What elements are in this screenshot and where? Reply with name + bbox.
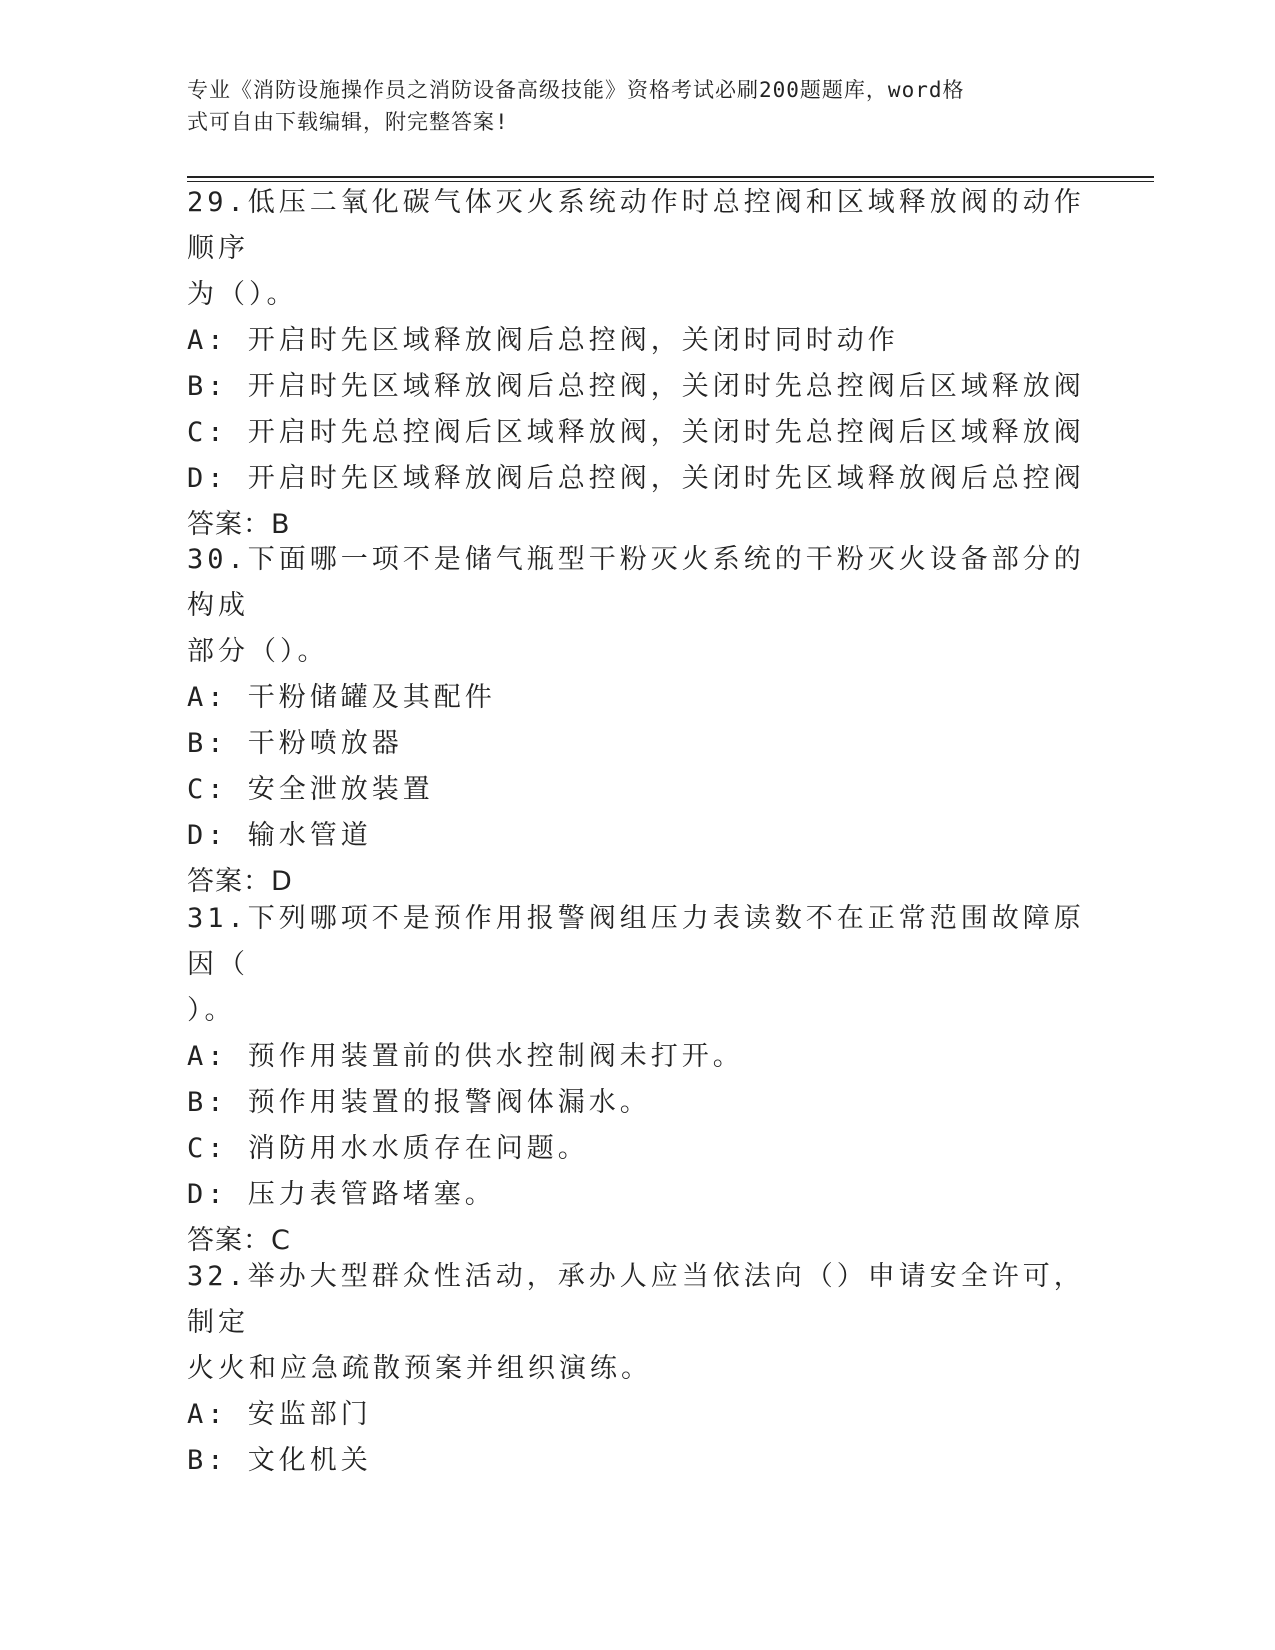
option-a: A: 开启时先区域释放阀后总控阀，关闭时同时动作 (187, 325, 899, 356)
question-32 (187, 1254, 1087, 1484)
document-header (187, 74, 1067, 138)
answer: 答案：D (187, 866, 293, 897)
question-stem-line: ）。 (187, 995, 236, 1026)
option-d: D: 输水管道 (187, 820, 372, 851)
option-c: C: 安全泄放装置 (187, 774, 434, 805)
answer: 答案：B (187, 509, 291, 540)
option-a: A: 安监部门 (187, 1399, 372, 1430)
question-stem-line: 30.下面哪一项不是储气瓶型干粉灭火系统的干粉灭火设备部分的构成 (187, 544, 1085, 621)
option-a: A: 干粉储罐及其配件 (187, 682, 496, 713)
question-31 (187, 896, 1087, 1264)
question-stem-line: 31.下列哪项不是预作用报警阀组压力表读数不在正常范围故障原因（ (187, 903, 1085, 980)
option-b: B: 干粉喷放器 (187, 728, 403, 759)
question-stem-line: 火火和应急疏散预案并组织演练。 (187, 1353, 652, 1384)
option-d: D: 开启时先区域释放阀后总控阀，关闭时先区域释放阀后总控阀 (187, 463, 1085, 494)
question-stem-line: 部分（）。 (187, 636, 329, 667)
option-b: B: 预作用装置的报警阀体漏水。 (187, 1087, 651, 1118)
header-line-2: 式可自由下载编辑，附完整答案! (187, 110, 509, 134)
option-b: B: 开启时先区域释放阀后总控阀，关闭时先总控阀后区域释放阀 (187, 371, 1085, 402)
option-d: D: 压力表管路堵塞。 (187, 1179, 496, 1210)
question-30 (187, 537, 1087, 905)
answer: 答案：C (187, 1225, 291, 1256)
question-stem-line: 32.举办大型群众性活动，承办人应当依法向（）申请安全许可，制定 (187, 1261, 1085, 1338)
question-29 (187, 180, 1087, 548)
question-stem-line: 为（）。 (187, 279, 298, 310)
question-stem-line: 29.低压二氧化碳气体灭火系统动作时总控阀和区域释放阀的动作顺序 (187, 187, 1085, 264)
option-c: C: 开启时先总控阀后区域释放阀，关闭时先总控阀后区域释放阀 (187, 417, 1085, 448)
option-b: B: 文化机关 (187, 1445, 372, 1476)
header-line-1: 专业《消防设施操作员之消防设备高级技能》资格考试必刷200题题库，word格 (187, 78, 965, 102)
option-c: C: 消防用水水质存在问题。 (187, 1133, 589, 1164)
option-a: A: 预作用装置前的供水控制阀未打开。 (187, 1041, 744, 1072)
